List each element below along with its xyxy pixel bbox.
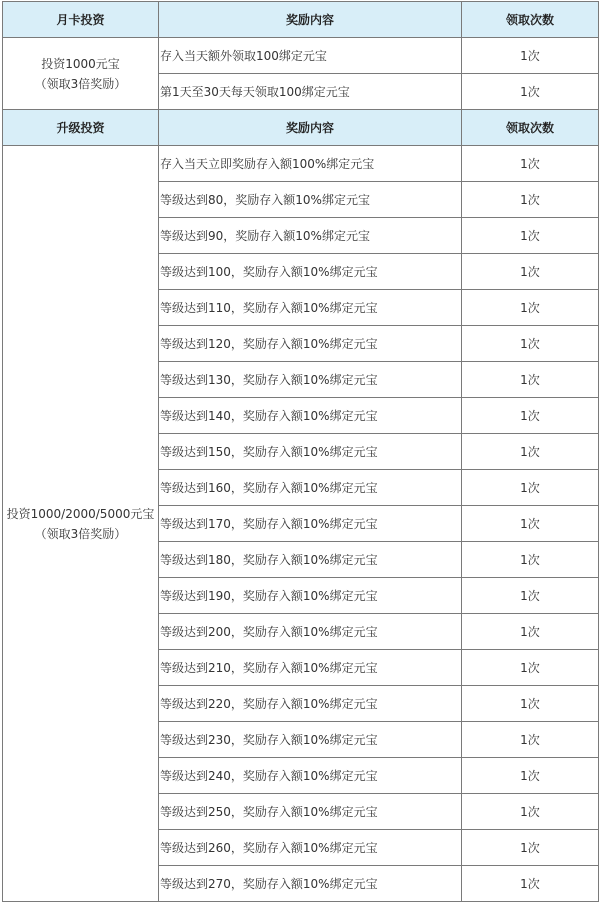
claim-count-cell: 1次 — [462, 182, 599, 218]
count-column-header: 领取次数 — [462, 2, 599, 38]
reward-content-cell: 等级达到240，奖励存入额10%绑定元宝 — [159, 758, 462, 794]
reward-content-cell: 存入当天额外领取100绑定元宝 — [159, 38, 462, 74]
claim-count-cell: 1次 — [462, 38, 599, 74]
reward-content-cell: 等级达到260，奖励存入额10%绑定元宝 — [159, 830, 462, 866]
reward-content-cell: 等级达到180，奖励存入额10%绑定元宝 — [159, 542, 462, 578]
reward-content-cell: 等级达到230，奖励存入额10%绑定元宝 — [159, 722, 462, 758]
reward-content-cell: 等级达到140，奖励存入额10%绑定元宝 — [159, 398, 462, 434]
reward-content-cell: 等级达到220，奖励存入额10%绑定元宝 — [159, 686, 462, 722]
claim-count-cell: 1次 — [462, 254, 599, 290]
reward-content-cell: 等级达到100，奖励存入额10%绑定元宝 — [159, 254, 462, 290]
reward-content-cell: 等级达到160，奖励存入额10%绑定元宝 — [159, 470, 462, 506]
section-header-row — [3, 2, 599, 38]
reward-content-cell: 等级达到210，奖励存入额10%绑定元宝 — [159, 650, 462, 686]
reward-content-cell: 等级达到170，奖励存入额10%绑定元宝 — [159, 506, 462, 542]
reward-content-cell: 等级达到120，奖励存入额10%绑定元宝 — [159, 326, 462, 362]
count-column-header: 领取次数 — [462, 110, 599, 146]
plan-name: 投资1000/2000/5000元宝 — [6, 506, 155, 521]
claim-count-cell: 1次 — [462, 830, 599, 866]
table-row — [3, 146, 599, 182]
claim-count-cell: 1次 — [462, 686, 599, 722]
reward-content-cell: 等级达到270，奖励存入额10%绑定元宝 — [159, 866, 462, 902]
reward-content-cell: 等级达到110，奖励存入额10%绑定元宝 — [159, 290, 462, 326]
claim-count-cell: 1次 — [462, 722, 599, 758]
plan-column-header: 月卡投资 — [3, 2, 159, 38]
claim-count-cell: 1次 — [462, 542, 599, 578]
claim-count-cell: 1次 — [462, 398, 599, 434]
rewards-table — [2, 1, 599, 902]
reward-content-cell: 等级达到90，奖励存入额10%绑定元宝 — [159, 218, 462, 254]
reward-content-cell: 等级达到190，奖励存入额10%绑定元宝 — [159, 578, 462, 614]
claim-count-cell: 1次 — [462, 362, 599, 398]
reward-content-cell: 等级达到80，奖励存入额10%绑定元宝 — [159, 182, 462, 218]
reward-content-cell: 存入当天立即奖励存入额100%绑定元宝 — [159, 146, 462, 182]
plan-cell — [3, 38, 159, 110]
claim-count-cell: 1次 — [462, 578, 599, 614]
plan-column-header: 升级投资 — [3, 110, 159, 146]
claim-count-cell: 1次 — [462, 218, 599, 254]
section-header-row — [3, 110, 599, 146]
claim-count-cell: 1次 — [462, 866, 599, 902]
claim-count-cell: 1次 — [462, 470, 599, 506]
claim-count-cell: 1次 — [462, 650, 599, 686]
plan-note: （领取3倍奖励） — [34, 76, 127, 91]
claim-count-cell: 1次 — [462, 506, 599, 542]
plan-cell — [3, 146, 159, 902]
claim-count-cell: 1次 — [462, 794, 599, 830]
content-column-header: 奖励内容 — [159, 2, 462, 38]
claim-count-cell: 1次 — [462, 146, 599, 182]
claim-count-cell: 1次 — [462, 74, 599, 110]
plan-name: 投资1000元宝 — [41, 56, 120, 71]
reward-content-cell: 等级达到250，奖励存入额10%绑定元宝 — [159, 794, 462, 830]
table-row — [3, 38, 599, 74]
reward-content-cell: 第1天至30天每天领取100绑定元宝 — [159, 74, 462, 110]
claim-count-cell: 1次 — [462, 290, 599, 326]
reward-content-cell: 等级达到130，奖励存入额10%绑定元宝 — [159, 362, 462, 398]
content-column-header: 奖励内容 — [159, 110, 462, 146]
claim-count-cell: 1次 — [462, 326, 599, 362]
plan-note: （领取3倍奖励） — [34, 526, 127, 541]
claim-count-cell: 1次 — [462, 758, 599, 794]
claim-count-cell: 1次 — [462, 614, 599, 650]
reward-content-cell: 等级达到150，奖励存入额10%绑定元宝 — [159, 434, 462, 470]
reward-content-cell: 等级达到200，奖励存入额10%绑定元宝 — [159, 614, 462, 650]
claim-count-cell: 1次 — [462, 434, 599, 470]
rewards-table-body — [3, 2, 599, 902]
